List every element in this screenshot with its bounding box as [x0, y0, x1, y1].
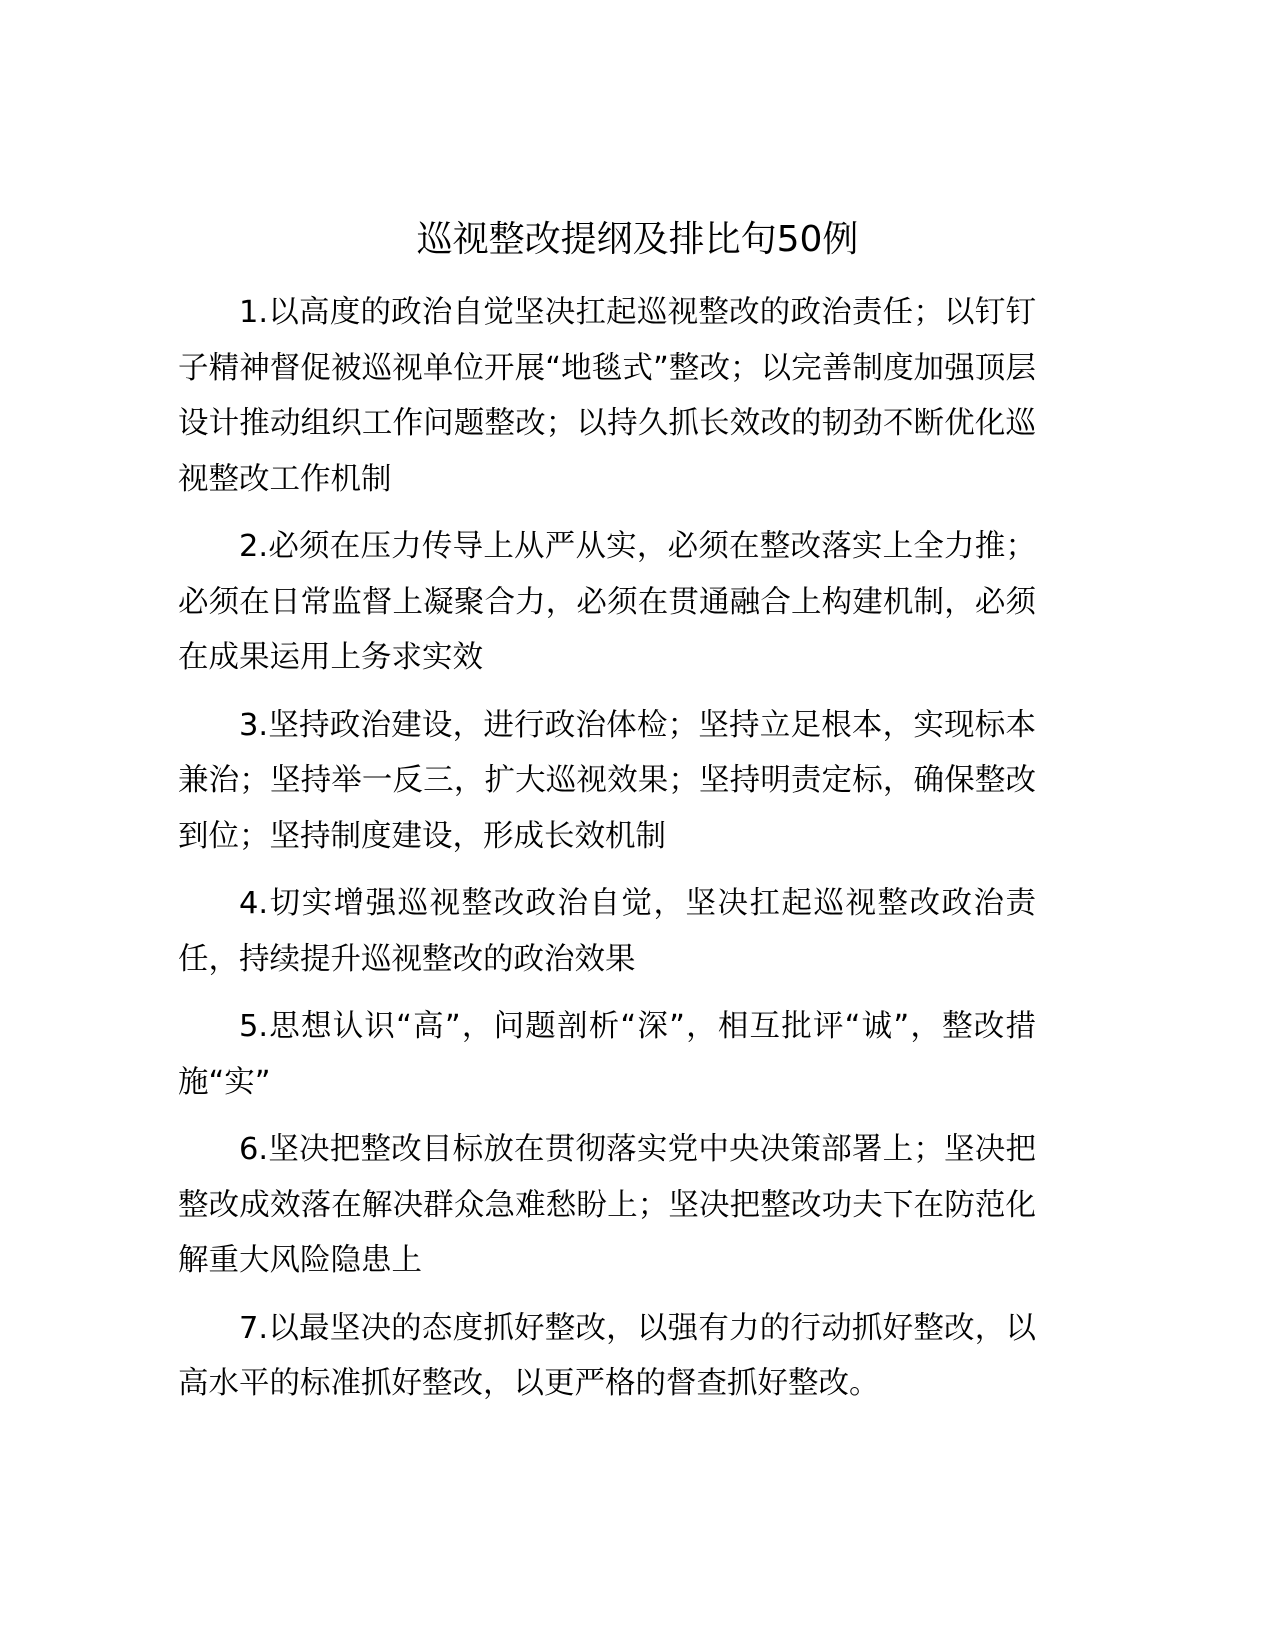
paragraph-3: 3.坚持政治建设，进行政治体检；坚持立足根本，实现标本兼治；坚持举一反三，扩大巡视效果；坚持明责定标，确保整改到位；坚持制度建设，形成长效机制 — [178, 707, 1036, 854]
paragraph-5: 5.思想认识“高”，问题剖析“深”，相互批评“诚”，整改措施“实” — [178, 1009, 1036, 1100]
paragraph-7: 7.以最坚决的态度抓好整改，以强有力的行动抓好整改，以高水平的标准抓好整改，以更严格的督查抓好整改。 — [178, 1310, 1036, 1401]
document-body — [178, 285, 1036, 1424]
document-title: 巡视整改提纲及排比句50例 — [416, 219, 859, 260]
paragraph-6: 6.坚决把整改目标放在贯彻落实党中央决策部署上；坚决把整改成效落在解决群众急难愁盼上；坚决把整改功夫下在防范化解重大风险隐患上 — [178, 1132, 1036, 1278]
paragraph-4: 4.切实增强巡视整改政治自觉，坚决扛起巡视整改政治责任，持续提升巡视整改的政治效果 — [178, 886, 1036, 977]
paragraph-1: 1.以高度的政治自觉坚决扛起巡视整改的政治责任；以钉钉子精神督促被巡视单位开展“地毯式”整改；以完善制度加强顶层设计推动组织工作问题整改；以持久抓长效改的韧劲不断优化巡视整改工作机制 — [178, 295, 1036, 497]
paragraph-2: 2.必须在压力传导上从严从实，必须在整改落实上全力推；必须在日常监督上凝聚合力，必须在贯通融合上构建机制，必须在成果运用上务求实效 — [178, 529, 1036, 675]
